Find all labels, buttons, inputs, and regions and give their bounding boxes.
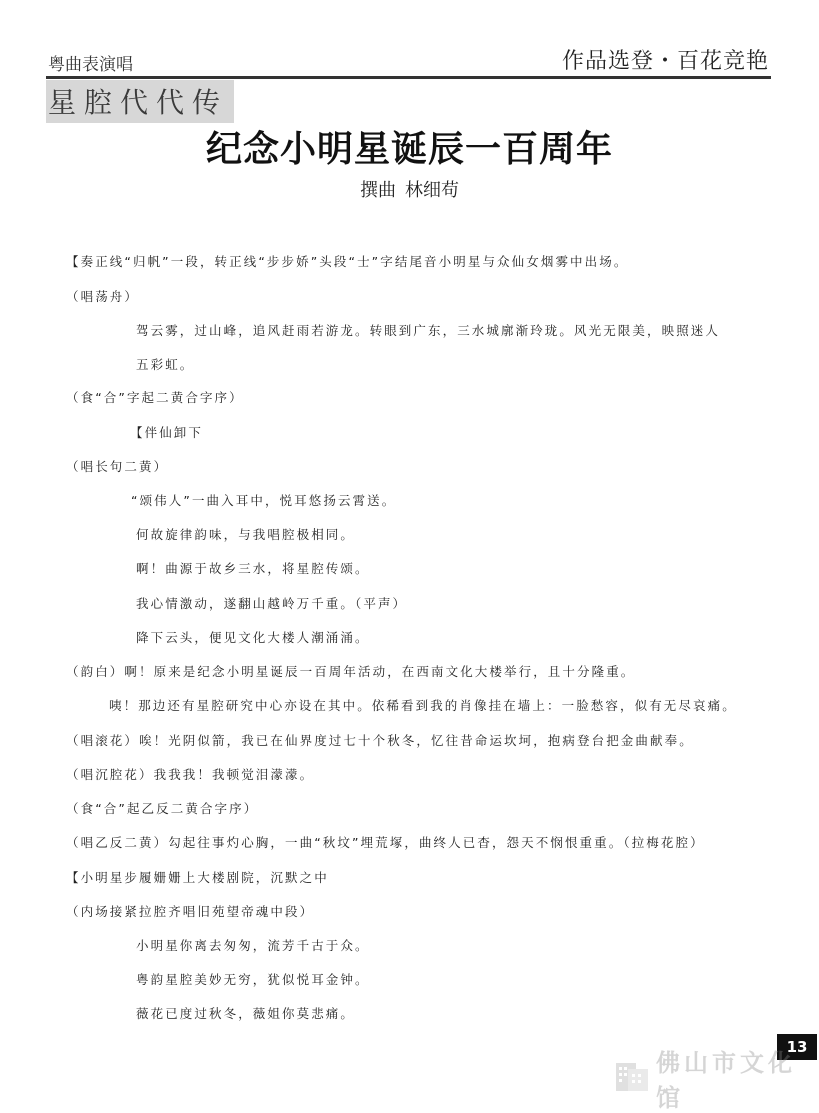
building-icon [614,1059,650,1097]
text-line: （食“合”起乙反二黄合字序） [66,801,259,816]
text-line: （唱荡舟） [66,289,140,304]
text-line: 【小明星步履姗姗上大楼剧院，沉默之中 [66,870,329,885]
page-number: 13 [777,1034,817,1060]
text-line: 咦！那边还有星腔研究中心亦设在其中。依稀看到我的肖像挂在墙上：一脸愁容，似有无尽哀痛。 [109,698,737,713]
text-line: （内场接紧拉腔齐唱旧苑望帝魂中段） [66,904,315,919]
column-heading: 作品选登・百花竞艳 [561,49,769,74]
text-line: （食“合”字起二黄合字序） [66,390,244,405]
text-line: 降下云头，便见文化大楼人潮涌涌。 [136,630,370,645]
text-line: 粤韵星腔美妙无穷，犹似悦耳金钟。 [136,972,370,987]
credit-line [0,176,819,202]
text-line: 驾云雾，过山峰，追风赶雨若游龙。转眼到广东，三水城廓渐玲珑。风光无限美，映照迷人 [136,323,721,338]
text-line: （唱乙反二黄）勾起往事灼心胸，一曲“秋坟”埋荒塚，曲终人已杳，怨天不悯恨重重。（拉梅花腔） [66,835,705,850]
text-line: 小明星你离去匆匆，流芳千古于众。 [136,938,370,953]
text-line: （唱长句二黄） [66,459,169,474]
text-line: （唱沉腔花）我我我！我顿觉泪濛濛。 [66,767,315,782]
column-tag: 星腔代代传 [46,80,234,123]
text-line: 【奏正线“归帆”一段，转正线“步步娇”头段“士”字结尾音小明星与众仙女烟雾中出场。 [66,254,629,269]
text-line: （韵白）啊！原来是纪念小明星诞辰一百周年活动，在西南文化大楼举行，且十分隆重。 [66,664,636,679]
text-line: 【伴仙卸下 [130,425,204,440]
page-title: 纪念小明星诞辰一百周年 [205,129,613,170]
text-line: （唱滚花）唉！光阴似箭，我已在仙界度过七十个秋冬，忆往昔命运坎坷，抱病登台把金曲献奉。 [66,733,694,748]
text-line: “颂伟人”一曲入耳中，悦耳悠扬云霄送。 [131,493,397,508]
text-line: 薇花已度过秋冬，薇姐你莫悲痛。 [136,1006,356,1021]
text-line: 我心情激动，遂翻山越岭万千重。（平声） [136,596,408,611]
text-line: 啊！曲源于故乡三水，将星腔传颂。 [136,561,370,576]
header-rule [46,76,771,79]
credit-label: 撰曲 [360,180,396,201]
text-line: 五彩虹。 [136,357,195,372]
watermark [614,1048,819,1112]
text-line: 何故旋律韵味，与我唱腔极相同。 [136,527,356,542]
section-label: 粤曲表演唱 [48,55,133,75]
author-name: 林细苟 [405,180,459,201]
watermark-text: 佛山市文化馆 [656,1048,796,1112]
